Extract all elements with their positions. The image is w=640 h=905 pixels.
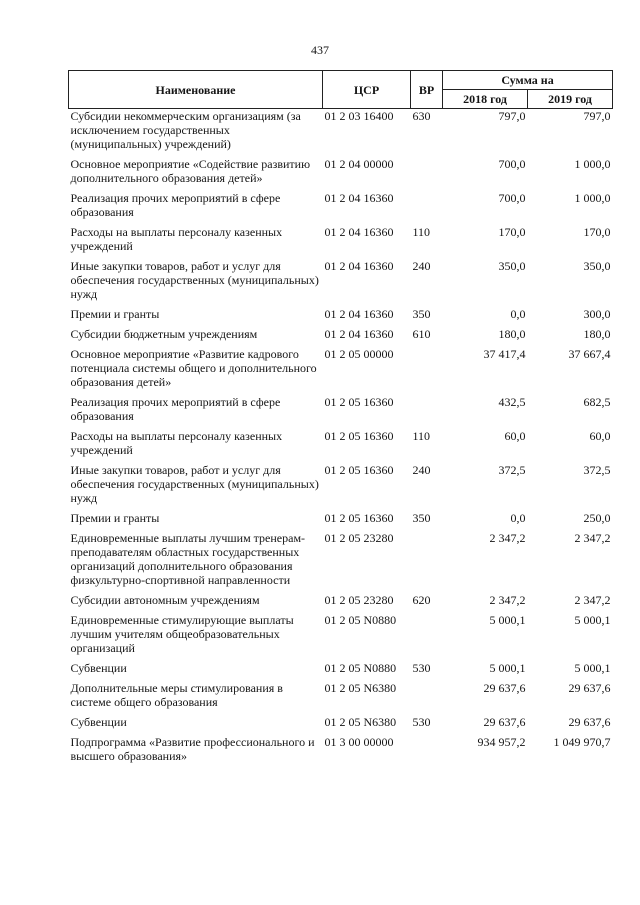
row-name: Единовременные стимулирующие выплаты лучшим учителям общеобразовательных организаций	[70, 613, 294, 655]
row-name: Подпрограмма «Развитие профессионального и высшего образования»	[70, 735, 315, 763]
row-name: Иные закупки товаров, работ и услуг для обеспечения государственных (муниципальных) нужд	[70, 463, 319, 505]
table-row	[69, 463, 613, 511]
row-vr	[411, 613, 443, 661]
row-vr	[411, 531, 443, 593]
row-amount-2018: 37 417,4	[483, 347, 526, 361]
row-name: Субсидии автономным учреждениям	[70, 593, 260, 607]
row-amount-2019: 5 000,1	[574, 613, 611, 627]
row-name: Субвенции	[70, 715, 127, 729]
table-row	[69, 593, 613, 613]
row-csr: 01 2 05 16360	[324, 463, 394, 477]
table-row	[69, 347, 613, 395]
row-amount-2018: 5 000,1	[489, 613, 526, 627]
row-name: Расходы на выплаты персоналу казенных учреждений	[70, 429, 283, 457]
table-row	[69, 157, 613, 191]
row-csr: 01 2 04 16360	[324, 191, 394, 205]
row-amount-2018: 700,0	[498, 157, 526, 171]
row-csr: 01 2 04 16360	[324, 225, 394, 239]
row-amount-2019: 1 000,0	[574, 157, 611, 171]
row-amount-2018: 60,0	[504, 429, 526, 443]
row-amount-2019: 2 347,2	[574, 593, 611, 607]
table-row	[69, 395, 613, 429]
row-vr: 240	[412, 259, 431, 273]
row-name: Единовременные выплаты лучшим тренерам-преподавателям областных государственных организаций дополнительного образования физкультурно-спортивной направленности	[70, 531, 306, 587]
table-row	[69, 531, 613, 593]
header-name: Наименование	[69, 71, 323, 109]
row-csr: 01 2 04 16360	[324, 307, 394, 321]
row-csr: 01 2 05 N0880	[324, 661, 397, 675]
row-amount-2019: 1 049 970,7	[553, 735, 611, 749]
row-vr: 240	[412, 463, 431, 477]
header-year-2019: 2019 год	[528, 90, 613, 109]
row-csr: 01 2 05 23280	[324, 593, 394, 607]
row-amount-2018: 0,0	[510, 511, 526, 525]
row-amount-2019: 29 637,6	[568, 715, 611, 729]
row-amount-2019: 300,0	[583, 307, 611, 321]
header-vr: ВР	[411, 71, 443, 109]
row-name: Иные закупки товаров, работ и услуг для обеспечения государственных (муниципальных) нужд	[70, 259, 319, 301]
header-csr: ЦСР	[323, 71, 411, 109]
row-vr: 610	[412, 327, 431, 341]
row-amount-2018: 2 347,2	[489, 531, 526, 545]
row-vr: 530	[412, 715, 431, 729]
row-vr: 350	[412, 307, 431, 321]
row-amount-2018: 29 637,6	[483, 681, 526, 695]
row-amount-2018: 170,0	[498, 225, 526, 239]
row-name: Субсидии бюджетным учреждениям	[70, 327, 258, 341]
table-row	[69, 225, 613, 259]
row-csr: 01 2 04 16360	[324, 327, 394, 341]
header-row	[69, 71, 613, 90]
row-csr: 01 2 05 16360	[324, 429, 394, 443]
row-csr: 01 2 05 23280	[324, 531, 394, 545]
row-name: Реализация прочих мероприятий в сфере образования	[70, 191, 281, 219]
table-row	[69, 327, 613, 347]
table-row	[69, 191, 613, 225]
row-vr: 620	[412, 593, 431, 607]
row-vr: 530	[412, 661, 431, 675]
row-vr	[411, 191, 443, 225]
header-sum: Сумма на	[443, 71, 613, 90]
row-name: Субсидии некоммерческим организациям (за исключением государственных (муниципальных) учреждений)	[70, 109, 301, 151]
row-name: Дополнительные меры стимулирования в системе общего образования	[70, 681, 283, 709]
page-number: 437	[311, 43, 329, 57]
row-csr: 01 2 04 00000	[324, 157, 394, 171]
row-amount-2018: 372,5	[498, 463, 526, 477]
row-name: Основное мероприятие «Содействие развитию дополнительного образования детей»	[70, 157, 311, 185]
row-amount-2019: 250,0	[583, 511, 611, 525]
row-name: Премии и гранты	[70, 511, 160, 525]
row-vr	[411, 395, 443, 429]
budget-table	[68, 70, 613, 769]
row-name: Расходы на выплаты персоналу казенных учреждений	[70, 225, 283, 253]
row-amount-2018: 797,0	[498, 109, 526, 123]
row-amount-2019: 37 667,4	[568, 347, 611, 361]
table-row	[69, 511, 613, 531]
table-row	[69, 109, 613, 158]
row-name: Субвенции	[70, 661, 127, 675]
row-csr: 01 2 03 16400	[324, 109, 394, 123]
row-amount-2019: 60,0	[589, 429, 611, 443]
table-row	[69, 735, 613, 769]
row-csr: 01 2 04 16360	[324, 259, 394, 273]
table-row	[69, 429, 613, 463]
row-amount-2019: 170,0	[583, 225, 611, 239]
row-amount-2018: 432,5	[498, 395, 526, 409]
row-name: Премии и гранты	[70, 307, 160, 321]
row-name: Реализация прочих мероприятий в сфере образования	[70, 395, 281, 423]
table-row	[69, 307, 613, 327]
table-row	[69, 259, 613, 307]
row-amount-2019: 797,0	[583, 109, 611, 123]
row-csr: 01 2 05 16360	[324, 511, 394, 525]
row-amount-2019: 682,5	[583, 395, 611, 409]
row-vr: 630	[412, 109, 431, 123]
row-amount-2019: 2 347,2	[574, 531, 611, 545]
row-vr	[411, 157, 443, 191]
row-amount-2018: 350,0	[498, 259, 526, 273]
row-csr: 01 2 05 N6380	[324, 715, 397, 729]
row-amount-2018: 0,0	[510, 307, 526, 321]
row-vr	[411, 347, 443, 395]
row-amount-2018: 700,0	[498, 191, 526, 205]
table-row	[69, 613, 613, 661]
row-amount-2019: 372,5	[583, 463, 611, 477]
row-amount-2018: 2 347,2	[489, 593, 526, 607]
row-amount-2019: 5 000,1	[574, 661, 611, 675]
row-vr	[411, 681, 443, 715]
row-amount-2018: 29 637,6	[483, 715, 526, 729]
row-csr: 01 2 05 00000	[324, 347, 394, 361]
table-row	[69, 661, 613, 681]
table-row	[69, 715, 613, 735]
row-name: Основное мероприятие «Развитие кадрового потенциала системы общего и дополнительного образования детей»	[70, 347, 317, 389]
row-amount-2019: 180,0	[583, 327, 611, 341]
row-csr: 01 2 05 N6380	[324, 681, 397, 695]
row-vr: 110	[412, 225, 431, 239]
row-csr: 01 3 00 00000	[324, 735, 394, 749]
table-row	[69, 681, 613, 715]
row-csr: 01 2 05 16360	[324, 395, 394, 409]
row-amount-2018: 180,0	[498, 327, 526, 341]
row-amount-2018: 934 957,2	[477, 735, 526, 749]
row-vr: 350	[412, 511, 431, 525]
row-amount-2019: 1 000,0	[574, 191, 611, 205]
row-vr: 110	[412, 429, 431, 443]
row-amount-2019: 29 637,6	[568, 681, 611, 695]
table-body	[69, 109, 613, 770]
row-vr	[411, 735, 443, 769]
row-amount-2019: 350,0	[583, 259, 611, 273]
header-year-2018: 2018 год	[443, 90, 528, 109]
row-amount-2018: 5 000,1	[489, 661, 526, 675]
row-csr: 01 2 05 N0880	[324, 613, 397, 627]
